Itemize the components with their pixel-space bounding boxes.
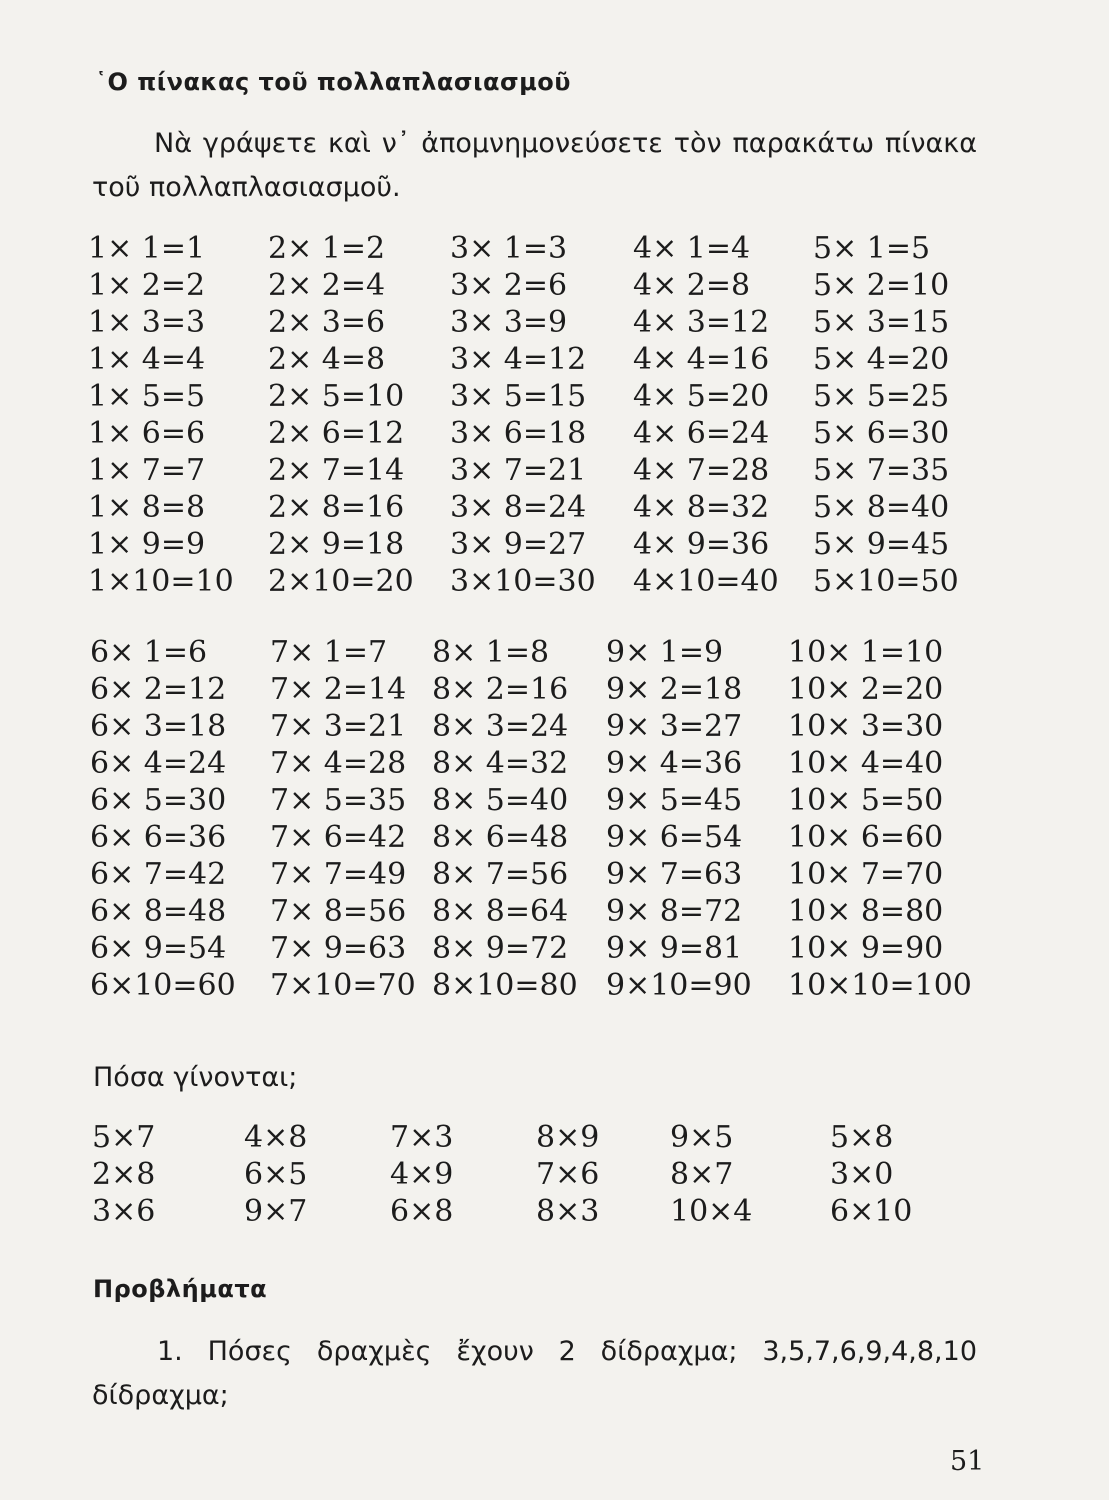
table-cell: 1× 5=5 bbox=[88, 379, 206, 414]
table-cell: 3×10=30 bbox=[450, 564, 596, 599]
table-cell: 4× 8=32 bbox=[633, 490, 770, 525]
table-cell: 7× 9=63 bbox=[270, 931, 407, 966]
table-cell: 5× 1=5 bbox=[813, 231, 931, 266]
table-cell: 7×10=70 bbox=[270, 968, 416, 1003]
table-cell: 3× 3=9 bbox=[450, 305, 568, 340]
table-cell: 8× 6=48 bbox=[432, 820, 569, 855]
table-cell: 5× 5=25 bbox=[813, 379, 950, 414]
table-cell: 7× 6=42 bbox=[270, 820, 407, 855]
table-cell: 10× 6=60 bbox=[788, 820, 944, 855]
table-cell: 9× 4=36 bbox=[606, 746, 743, 781]
table-cell: 1×10=10 bbox=[88, 564, 234, 599]
exercise-item: 9×7 bbox=[244, 1194, 308, 1229]
table-cell: 9× 1=9 bbox=[606, 635, 724, 670]
table-cell: 9× 9=81 bbox=[606, 931, 743, 966]
exercise-item: 6×8 bbox=[390, 1194, 454, 1229]
table-cell: 8× 5=40 bbox=[432, 783, 569, 818]
table-cell: 10× 1=10 bbox=[788, 635, 944, 670]
table-cell: 4× 6=24 bbox=[633, 416, 770, 451]
table-cell: 10× 7=70 bbox=[788, 857, 944, 892]
table-cell: 3× 2=6 bbox=[450, 268, 568, 303]
table-cell: 4× 3=12 bbox=[633, 305, 770, 340]
table-cell: 1× 9=9 bbox=[88, 527, 206, 562]
table-cell: 7× 8=56 bbox=[270, 894, 407, 929]
exercise-item: 10×4 bbox=[670, 1194, 753, 1229]
table-cell: 2× 8=16 bbox=[268, 490, 405, 525]
table-cell: 5× 9=45 bbox=[813, 527, 950, 562]
table-cell: 10× 5=50 bbox=[788, 783, 944, 818]
table-cell: 9× 6=54 bbox=[606, 820, 743, 855]
table-cell: 1× 3=3 bbox=[88, 305, 206, 340]
table-cell: 2× 7=14 bbox=[268, 453, 405, 488]
table-cell: 8× 7=56 bbox=[432, 857, 569, 892]
exercise-item: 6×10 bbox=[830, 1194, 913, 1229]
exercise-item: 6×5 bbox=[244, 1157, 308, 1192]
exercise-item: 9×5 bbox=[670, 1120, 734, 1155]
table-cell: 1× 6=6 bbox=[88, 416, 206, 451]
table-cell: 9× 8=72 bbox=[606, 894, 743, 929]
exercise-item: 4×9 bbox=[390, 1157, 454, 1192]
exercise-item: 8×9 bbox=[536, 1120, 600, 1155]
table-cell: 8×10=80 bbox=[432, 968, 578, 1003]
table-cell: 2×10=20 bbox=[268, 564, 414, 599]
table-cell: 3× 6=18 bbox=[450, 416, 587, 451]
table-cell: 7× 3=21 bbox=[270, 709, 407, 744]
table-cell: 10× 2=20 bbox=[788, 672, 944, 707]
table-cell: 10×10=100 bbox=[788, 968, 972, 1003]
table-cell: 9× 5=45 bbox=[606, 783, 743, 818]
problems-title: Προβλήματα bbox=[93, 1275, 268, 1303]
table-cell: 7× 1=7 bbox=[270, 635, 388, 670]
table-cell: 3× 7=21 bbox=[450, 453, 587, 488]
table-cell: 2× 5=10 bbox=[268, 379, 405, 414]
table-cell: 6× 2=12 bbox=[90, 672, 227, 707]
table-cell: 9× 2=18 bbox=[606, 672, 743, 707]
table-cell: 4× 5=20 bbox=[633, 379, 770, 414]
table-cell: 7× 5=35 bbox=[270, 783, 407, 818]
table-cell: 3× 1=3 bbox=[450, 231, 568, 266]
page-number: 51 bbox=[950, 1446, 985, 1477]
table-cell: 1× 1=1 bbox=[88, 231, 206, 266]
table-cell: 9× 7=63 bbox=[606, 857, 743, 892]
table-cell: 4×10=40 bbox=[633, 564, 779, 599]
table-cell: 6× 9=54 bbox=[90, 931, 227, 966]
exercise-item: 5×8 bbox=[830, 1120, 894, 1155]
table-cell: 6× 1=6 bbox=[90, 635, 208, 670]
table-cell: 7× 7=49 bbox=[270, 857, 407, 892]
exercise-item: 8×3 bbox=[536, 1194, 600, 1229]
table-cell: 8× 9=72 bbox=[432, 931, 569, 966]
table-cell: 1× 7=7 bbox=[88, 453, 206, 488]
questions-title: Πόσα γίνονται; bbox=[93, 1062, 298, 1093]
table-cell: 2× 3=6 bbox=[268, 305, 386, 340]
table-cell: 6× 8=48 bbox=[90, 894, 227, 929]
table-cell: 1× 8=8 bbox=[88, 490, 206, 525]
table-cell: 8× 4=32 bbox=[432, 746, 569, 781]
intro-paragraph: Νὰ γράψετε καὶ ν᾽ ἀπομνημονεύσετε τὸν παρακάτω πίνακα τοῦ πολλαπλασιασμοῦ. bbox=[92, 128, 977, 203]
table-cell: 4× 2=8 bbox=[633, 268, 751, 303]
table-cell: 8× 8=64 bbox=[432, 894, 569, 929]
exercise-item: 7×3 bbox=[390, 1120, 454, 1155]
table-cell: 1× 4=4 bbox=[88, 342, 206, 377]
exercise-item: 3×0 bbox=[830, 1157, 894, 1192]
table-cell: 2× 1=2 bbox=[268, 231, 386, 266]
table-cell: 5× 4=20 bbox=[813, 342, 950, 377]
exercise-item: 5×7 bbox=[92, 1120, 156, 1155]
table-cell: 4× 4=16 bbox=[633, 342, 770, 377]
section-heading: ῾Ο πίνακας τοῦ πολλαπλασιασμοῦ bbox=[95, 68, 571, 96]
table-cell: 5× 3=15 bbox=[813, 305, 950, 340]
problem-1: 1. Πόσες δραχμὲς ἔχουν 2 δίδραχμα; 3,5,7,6,9,4,8,10 δίδραχμα; bbox=[92, 1336, 977, 1411]
exercise-item: 3×6 bbox=[92, 1194, 156, 1229]
table-cell: 10× 4=40 bbox=[788, 746, 944, 781]
table-cell: 6× 3=18 bbox=[90, 709, 227, 744]
table-cell: 5× 2=10 bbox=[813, 268, 950, 303]
exercise-item: 7×6 bbox=[536, 1157, 600, 1192]
table-cell: 8× 1=8 bbox=[432, 635, 550, 670]
table-cell: 3× 4=12 bbox=[450, 342, 587, 377]
table-cell: 10× 9=90 bbox=[788, 931, 944, 966]
table-cell: 10× 3=30 bbox=[788, 709, 944, 744]
exercise-item: 2×8 bbox=[92, 1157, 156, 1192]
table-cell: 2× 6=12 bbox=[268, 416, 405, 451]
table-cell: 8× 2=16 bbox=[432, 672, 569, 707]
table-cell: 6×10=60 bbox=[90, 968, 236, 1003]
table-cell: 8× 3=24 bbox=[432, 709, 569, 744]
table-cell: 7× 2=14 bbox=[270, 672, 407, 707]
table-cell: 5× 8=40 bbox=[813, 490, 950, 525]
table-cell: 3× 9=27 bbox=[450, 527, 587, 562]
exercise-item: 4×8 bbox=[244, 1120, 308, 1155]
table-cell: 6× 4=24 bbox=[90, 746, 227, 781]
table-cell: 2× 4=8 bbox=[268, 342, 386, 377]
table-cell: 2× 2=4 bbox=[268, 268, 386, 303]
table-cell: 5× 6=30 bbox=[813, 416, 950, 451]
table-cell: 6× 7=42 bbox=[90, 857, 227, 892]
table-cell: 4× 9=36 bbox=[633, 527, 770, 562]
table-cell: 1× 2=2 bbox=[88, 268, 206, 303]
table-cell: 5× 7=35 bbox=[813, 453, 950, 488]
table-cell: 3× 5=15 bbox=[450, 379, 587, 414]
table-cell: 6× 5=30 bbox=[90, 783, 227, 818]
table-cell: 6× 6=36 bbox=[90, 820, 227, 855]
table-cell: 10× 8=80 bbox=[788, 894, 944, 929]
table-cell: 4× 7=28 bbox=[633, 453, 770, 488]
table-cell: 2× 9=18 bbox=[268, 527, 405, 562]
table-cell: 4× 1=4 bbox=[633, 231, 751, 266]
table-cell: 5×10=50 bbox=[813, 564, 959, 599]
exercise-item: 8×7 bbox=[670, 1157, 734, 1192]
table-cell: 9× 3=27 bbox=[606, 709, 743, 744]
table-cell: 7× 4=28 bbox=[270, 746, 407, 781]
table-cell: 9×10=90 bbox=[606, 968, 752, 1003]
table-cell: 3× 8=24 bbox=[450, 490, 587, 525]
